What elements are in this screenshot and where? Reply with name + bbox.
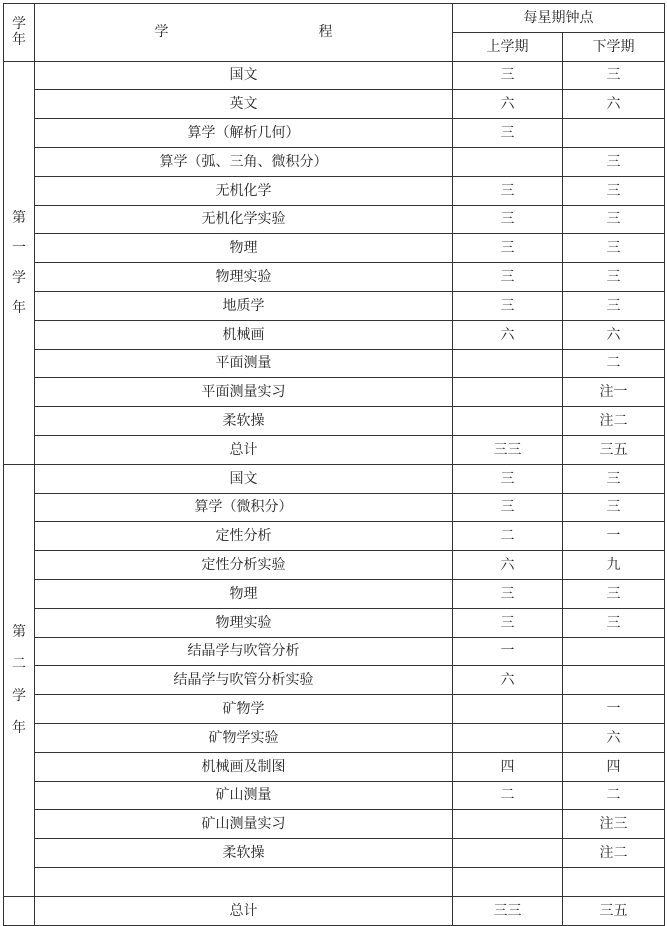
- semester1-hours-cell: 三: [453, 176, 563, 205]
- table-row: [4, 407, 665, 436]
- course-cell: 物理: [35, 234, 453, 263]
- semester1-hours-cell: 六: [453, 320, 563, 349]
- year1-label-char: 第: [12, 209, 26, 226]
- semester1-hours-cell: 三: [453, 234, 563, 263]
- semester2-hours-cell: 一: [563, 522, 665, 551]
- semester1-header: 上学期: [453, 32, 563, 61]
- year2-label-char: 学: [12, 688, 26, 705]
- semester2-hours-cell: 三: [563, 61, 665, 90]
- year2-label-char: 第: [12, 624, 26, 641]
- semester2-hours-cell: 注二: [563, 839, 665, 868]
- table-row: [4, 637, 665, 666]
- table-row: [4, 90, 665, 119]
- table-row: [4, 176, 665, 205]
- final-total-semester1: 三三: [453, 896, 563, 925]
- year-column-header: [4, 4, 35, 62]
- semester2-hours-cell: 二: [563, 781, 665, 810]
- table-row: [4, 723, 665, 752]
- final-total-semester2: 三五: [563, 896, 665, 925]
- table-row: [4, 263, 665, 292]
- table-row: [4, 695, 665, 724]
- semester2-hours-cell: 三五: [563, 435, 665, 464]
- semester1-hours-cell: 三: [453, 205, 563, 234]
- year2-label-char: 年: [12, 720, 26, 737]
- year-header-char-1: 学: [12, 16, 26, 33]
- semester1-hours-cell: 三: [453, 119, 563, 148]
- table-row: [4, 320, 665, 349]
- course-cell: 英文: [35, 90, 453, 119]
- semester2-hours-cell: 三: [563, 579, 665, 608]
- course-header-left: 学: [154, 24, 169, 41]
- semester2-hours-cell: 注二: [563, 407, 665, 436]
- semester2-hours-cell: 一: [563, 695, 665, 724]
- semester2-hours-cell: 三: [563, 493, 665, 522]
- table-row: [4, 839, 665, 868]
- semester2-hours-cell: 三: [563, 263, 665, 292]
- final-total-year-cell: [4, 896, 35, 925]
- course-cell: 定性分析: [35, 522, 453, 551]
- table-row: [4, 867, 665, 896]
- course-cell: 柔软操: [35, 407, 453, 436]
- semester1-hours-cell: 四: [453, 752, 563, 781]
- semester1-hours-cell: [453, 407, 563, 436]
- course-cell: 无机化学实验: [35, 205, 453, 234]
- course-cell: 定性分析实验: [35, 551, 453, 580]
- semester1-hours-cell: 二: [453, 522, 563, 551]
- semester2-hours-cell: 三: [563, 234, 665, 263]
- final-total-label: 总计: [35, 896, 453, 925]
- course-header-right: 程: [318, 24, 333, 41]
- semester2-hours-cell: 四: [563, 752, 665, 781]
- semester1-hours-cell: 三: [453, 608, 563, 637]
- table-wrapper: [3, 3, 665, 926]
- semester1-hours-cell: [453, 378, 563, 407]
- year-header-char-2: 年: [12, 32, 26, 49]
- year1-label-char: 学: [12, 269, 26, 286]
- semester1-hours-cell: [453, 839, 563, 868]
- table-row: [4, 551, 665, 580]
- year2-label-char: 二: [12, 656, 26, 673]
- semester2-hours-cell: 三: [563, 464, 665, 493]
- semester2-hours-cell: [563, 666, 665, 695]
- course-cell: 平面测量实习: [35, 378, 453, 407]
- semester1-hours-cell: 三: [453, 291, 563, 320]
- semester1-hours-cell: 六: [453, 90, 563, 119]
- table-row: [4, 579, 665, 608]
- table-row: [4, 608, 665, 637]
- course-cell: 平面测量: [35, 349, 453, 378]
- table-row: [4, 119, 665, 148]
- course-cell: 算学（解析几何）: [35, 119, 453, 148]
- course-cell: 国文: [35, 464, 453, 493]
- semester1-hours-cell: [453, 723, 563, 752]
- semester2-hours-cell: 九: [563, 551, 665, 580]
- table-body: [4, 61, 665, 925]
- semester1-hours-cell: 一: [453, 637, 563, 666]
- semester1-hours-cell: 六: [453, 551, 563, 580]
- semester2-hours-cell: 六: [563, 320, 665, 349]
- semester2-hours-cell: 三: [563, 147, 665, 176]
- semester1-hours-cell: 二: [453, 781, 563, 810]
- table-row: [4, 752, 665, 781]
- semester2-hours-cell: 三: [563, 176, 665, 205]
- table-row: [4, 291, 665, 320]
- semester1-hours-cell: [453, 810, 563, 839]
- semester1-hours-cell: 六: [453, 666, 563, 695]
- semester2-hours-cell: 注三: [563, 810, 665, 839]
- semester1-hours-cell: [453, 147, 563, 176]
- course-cell: 柔软操: [35, 839, 453, 868]
- course-cell: 矿山测量实习: [35, 810, 453, 839]
- course-cell: 地质学: [35, 291, 453, 320]
- curriculum-table: [3, 3, 665, 926]
- course-cell: 矿山测量: [35, 781, 453, 810]
- course-cell: 机械画: [35, 320, 453, 349]
- semester2-hours-cell: 三: [563, 205, 665, 234]
- table-row: [4, 349, 665, 378]
- course-cell: [35, 867, 453, 896]
- course-cell: 机械画及制图: [35, 752, 453, 781]
- course-cell: 结晶学与吹管分析: [35, 637, 453, 666]
- semester1-hours-cell: [453, 349, 563, 378]
- semester2-hours-cell: [563, 867, 665, 896]
- course-cell: 算学（弧、三角、微积分）: [35, 147, 453, 176]
- year1-label-char: 一: [12, 239, 26, 256]
- course-cell: 无机化学: [35, 176, 453, 205]
- semester2-hours-cell: 六: [563, 723, 665, 752]
- course-cell: 总计: [35, 435, 453, 464]
- semester2-hours-cell: 三: [563, 291, 665, 320]
- final-total-row: [4, 896, 665, 925]
- semester1-hours-cell: 三三: [453, 435, 563, 464]
- year2-label: [4, 464, 35, 896]
- course-cell: 物理实验: [35, 263, 453, 292]
- table-row: [4, 522, 665, 551]
- year1-label-char: 年: [12, 299, 26, 316]
- semester2-hours-cell: [563, 119, 665, 148]
- course-cell: 国文: [35, 61, 453, 90]
- table-row: [4, 234, 665, 263]
- semester1-hours-cell: 三: [453, 263, 563, 292]
- semester2-hours-cell: 三: [563, 608, 665, 637]
- course-cell: 结晶学与吹管分析实验: [35, 666, 453, 695]
- course-cell: 算学（微积分）: [35, 493, 453, 522]
- course-cell: 矿物学实验: [35, 723, 453, 752]
- semester1-hours-cell: 三: [453, 493, 563, 522]
- year1-label: [4, 61, 35, 464]
- semester2-hours-cell: 注一: [563, 378, 665, 407]
- semester1-hours-cell: 三: [453, 579, 563, 608]
- semester2-hours-cell: 二: [563, 349, 665, 378]
- semester2-header: 下学期: [563, 32, 665, 61]
- table-row: [4, 493, 665, 522]
- semester1-hours-cell: 三: [453, 61, 563, 90]
- table-row: [4, 147, 665, 176]
- semester1-hours-cell: [453, 867, 563, 896]
- table-row: [4, 781, 665, 810]
- course-column-header: [35, 4, 453, 62]
- course-cell: 物理: [35, 579, 453, 608]
- table-row: [4, 61, 665, 90]
- semester2-hours-cell: 六: [563, 90, 665, 119]
- semester2-hours-cell: [563, 637, 665, 666]
- table-row: [4, 435, 665, 464]
- table-row: [4, 464, 665, 493]
- course-cell: 矿物学: [35, 695, 453, 724]
- course-cell: 物理实验: [35, 608, 453, 637]
- table-row: [4, 666, 665, 695]
- semester1-hours-cell: 三: [453, 464, 563, 493]
- table-row: [4, 378, 665, 407]
- table-row: [4, 810, 665, 839]
- semester1-hours-cell: [453, 695, 563, 724]
- hours-column-header: 每星期钟点: [453, 4, 665, 33]
- table-row: [4, 205, 665, 234]
